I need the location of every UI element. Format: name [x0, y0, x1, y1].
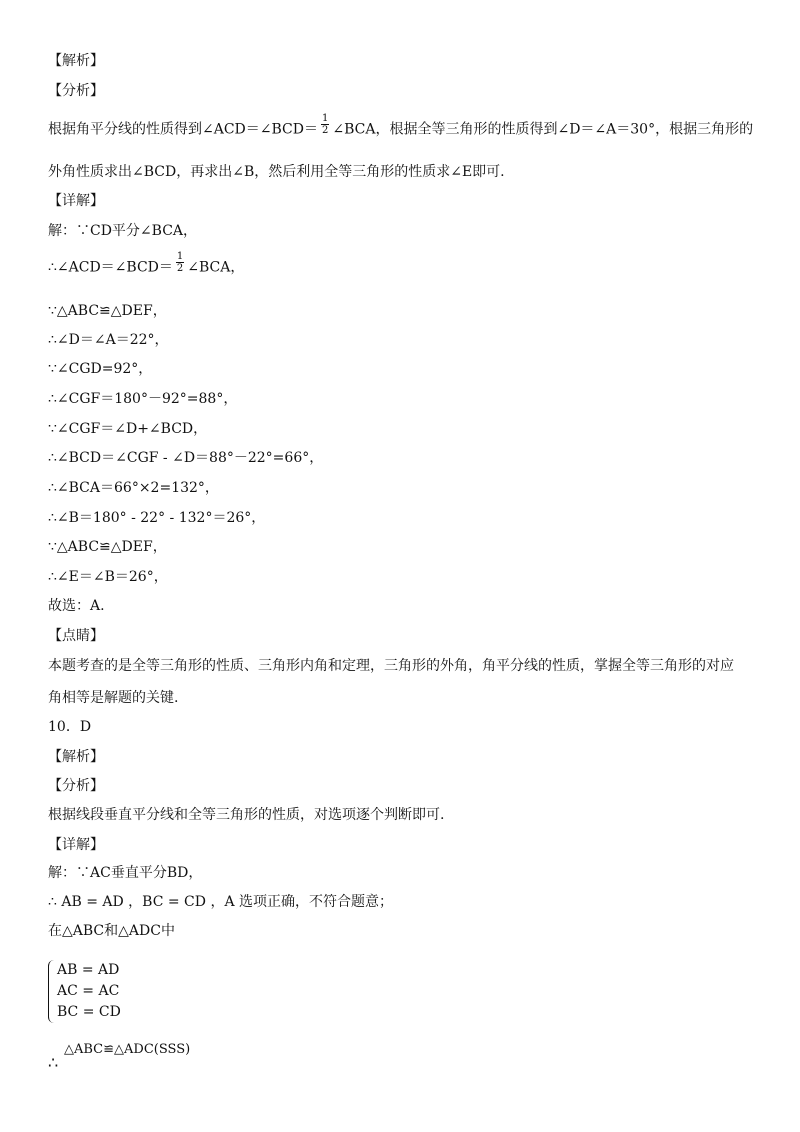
label-xiangjie-2: 【详解】 [48, 837, 104, 853]
label-jiexi: 【解析】 [48, 53, 104, 69]
therefore-symbol: ∴ [48, 1053, 59, 1072]
solution-step-11: ∵△ABC≌△DEF， [48, 539, 167, 555]
solution-step-9: ∴∠BCA＝66°×2=132°， [48, 480, 219, 496]
comment-line-1: 本题考查的是全等三角形的性质、三角形内角和定理，三角形的外角，角平分线的性质，掌握全等三角形的对应 [48, 658, 734, 674]
proof-step-1: 解：∵AC垂直平分BD， [48, 865, 203, 881]
fraction-denominator-2: 2 [176, 263, 184, 274]
solution-step-4: ∴∠D＝∠A＝22°， [48, 332, 169, 348]
analysis-text-b: ∠BCA，根据全等三角形的性质得到∠D＝∠A＝30°，根据三角形的 [332, 121, 754, 138]
fraction-half-2 [176, 251, 184, 274]
analysis-line-2: 外角性质求出∠BCD，再求出∠B，然后利用全等三角形的性质求∠E即可. [48, 164, 505, 180]
solution-step-10: ∴∠B＝180° - 22° - 132°＝26°， [48, 510, 266, 526]
equation-2: AC = AC [57, 983, 120, 999]
fraction-half [321, 113, 329, 136]
question-10-answer: 10．D [48, 719, 92, 735]
proof-step-3: 在△ABC和△ADC中 [48, 923, 175, 939]
comment-line-2: 角相等是解题的关键. [48, 690, 179, 706]
solution-step-7: ∵∠CGF＝∠D+∠BCD， [48, 421, 208, 437]
analysis-line-3: 根据线段垂直平分线和全等三角形的性质，对选项逐个判断即可. [48, 807, 445, 823]
solution-step-5: ∵∠CGD=92°， [48, 361, 153, 377]
solution-step-6: ∴∠CGF＝180°－92°=88°， [48, 391, 238, 407]
solution-step-3: ∵△ABC≌△DEF， [48, 303, 167, 319]
label-fenxi: 【分析】 [48, 83, 104, 99]
equation-3: BC = CD [57, 1004, 121, 1020]
equation-system [48, 960, 121, 1023]
label-dianjing: 【点睛】 [48, 628, 104, 644]
solution-step-8: ∴∠BCD＝∠CGF - ∠D＝88°－22°=66°， [48, 450, 324, 466]
label-jiexi-2: 【解析】 [48, 749, 104, 765]
equation-1: AB = AD [57, 962, 120, 978]
label-fenxi-2: 【分析】 [48, 778, 104, 794]
proof-step-2: ∴ AB = AD ，BC = CD ，A 选项正确，不符合题意； [48, 894, 394, 910]
congruence-conclusion: △ABC≌△ADC(SSS) [64, 1042, 191, 1057]
analysis-line-1 [48, 113, 754, 141]
label-xiangjie: 【详解】 [48, 193, 104, 209]
step2-text-b: ∠BCA， [187, 259, 245, 276]
solution-step-12: ∴∠E＝∠B＝26°， [48, 569, 168, 585]
analysis-text-a: 根据角平分线的性质得到∠ACD＝∠BCD＝ [48, 121, 318, 138]
fraction-denominator: 2 [322, 125, 329, 136]
step2-text-a: ∴∠ACD＝∠BCD＝ [48, 259, 173, 276]
answer-choice: 故选：A. [48, 598, 105, 614]
fraction-numerator: 1 [322, 113, 329, 124]
solution-step-1: 解：∵CD平分∠BCA， [48, 223, 198, 239]
fraction-numerator-2: 1 [176, 251, 184, 262]
solution-step-2 [48, 251, 245, 279]
